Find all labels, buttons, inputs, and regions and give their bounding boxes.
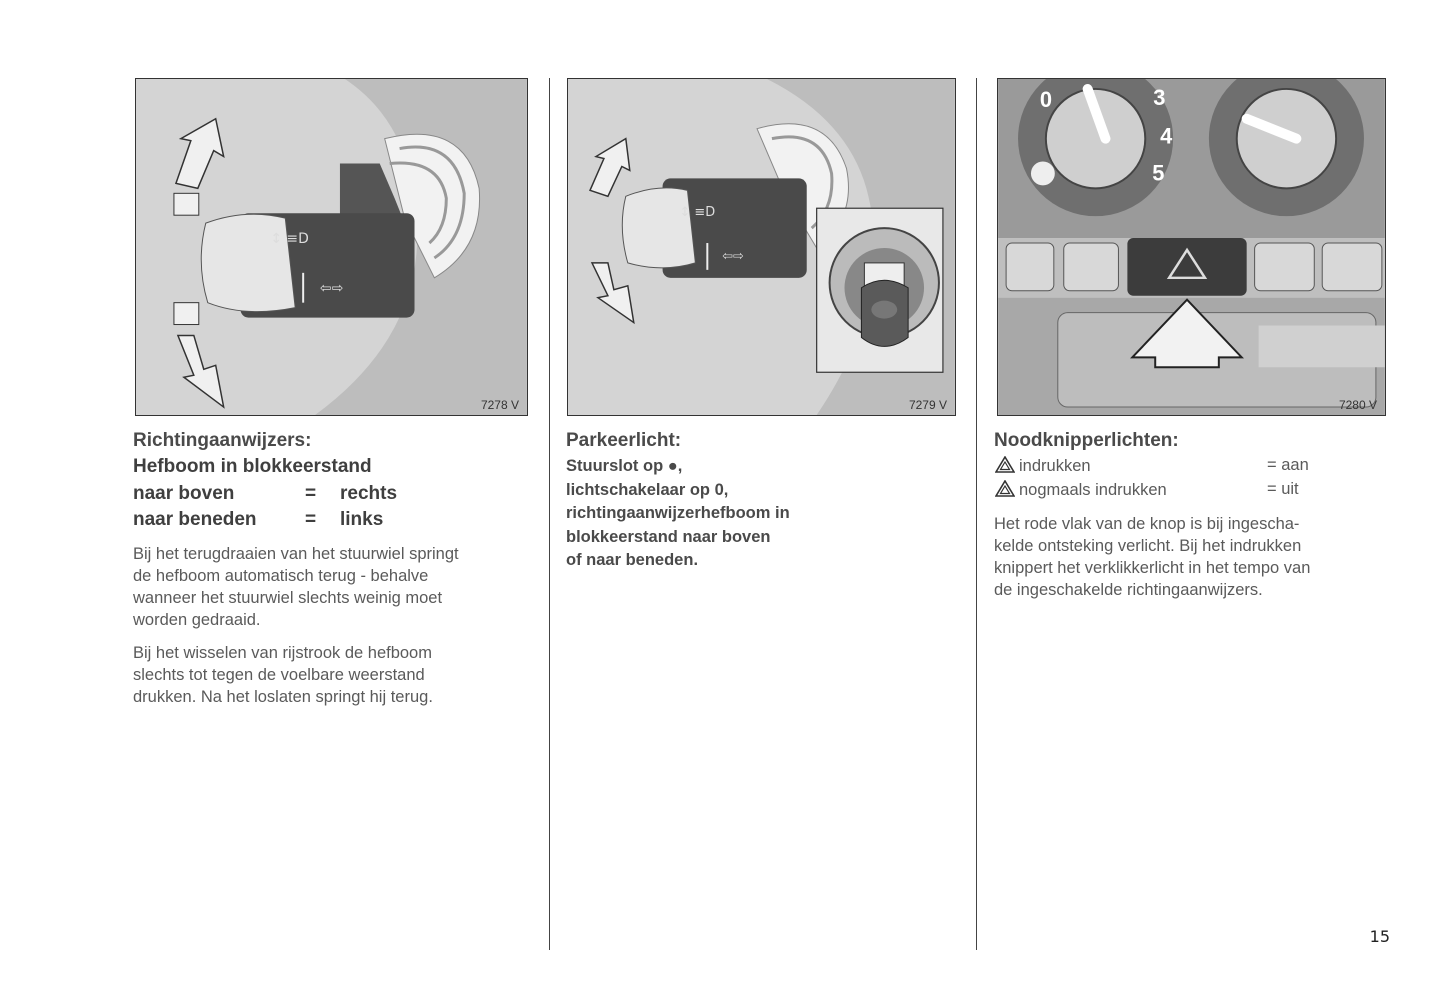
figure-hazard-lights bbox=[997, 78, 1386, 416]
svg-text:3: 3 bbox=[1153, 84, 1166, 110]
hazard-switch-illustration bbox=[998, 79, 1385, 415]
parking-light-instructions: Stuurslot op ●, lichtschakelaar op 0, richtingaanwijzerhefboom in blokkeerstand naar boven of naar beneden. bbox=[566, 457, 790, 569]
paragraph-steering-return: Bij het terugdraaien van het stuurwiel springt de hefboom automatisch terug - behalve wanneer het stuurwiel slechts weinig moet worden gedraaid. bbox=[133, 545, 459, 629]
svg-text:↕ ≡D: ↕ ≡D bbox=[270, 231, 309, 248]
paragraph-hazard-indicator: Het rode vlak van de knop is bij ingescha- kelde ontsteking verlicht. Bij het indrukken knippert het verklikkerlicht in het tempo van de ingeschakelde richtingaanwijzers. bbox=[994, 515, 1311, 599]
turn-signal-lever-illustration bbox=[136, 79, 527, 415]
hazard-row-press-again: nogmaals indrukken bbox=[995, 480, 1167, 502]
svg-text:4: 4 bbox=[1160, 123, 1173, 149]
page-number: 15 bbox=[1369, 927, 1390, 946]
figure-parking-light bbox=[567, 78, 956, 416]
paragraph-lane-change: Bij het wisselen van rijstrook de hefboom slechts tot tegen de voelbare weerstand drukken. Na het loslaten springt hij terug. bbox=[133, 644, 433, 706]
figure-code: 7278 V bbox=[480, 398, 519, 412]
hazard-row-press: indrukken bbox=[995, 456, 1091, 478]
hazard-row-press-value: = aan bbox=[1267, 456, 1309, 474]
row-down-equals: = bbox=[305, 509, 317, 530]
row-down-label: naar beneden bbox=[133, 509, 257, 530]
hazard-row-press-again-value: = uit bbox=[1267, 480, 1299, 498]
figure-code: 7279 V bbox=[908, 398, 947, 412]
column-divider-2 bbox=[976, 78, 977, 950]
hazard-warning-icon bbox=[995, 456, 1015, 478]
row-up-value: rechts bbox=[340, 483, 398, 504]
section-subtitle-blocking-position: Hefboom in blokkeerstand bbox=[133, 456, 372, 477]
row-up-label: naar boven bbox=[133, 483, 235, 504]
column-divider-1 bbox=[549, 78, 550, 950]
svg-text:⇦⇨: ⇦⇨ bbox=[722, 248, 744, 264]
figure-turn-signal-lever bbox=[135, 78, 528, 416]
parking-light-illustration bbox=[568, 79, 955, 415]
svg-text:↕ ≡D: ↕ ≡D bbox=[679, 205, 716, 221]
section-title-parking-light: Parkeerlicht: bbox=[566, 430, 682, 451]
svg-text:5: 5 bbox=[1152, 160, 1165, 186]
svg-text:0: 0 bbox=[1039, 86, 1053, 112]
section-title-hazard-lights: Noodknipperlichten: bbox=[994, 430, 1179, 451]
section-title-turn-signals: Richtingaanwijzers: bbox=[133, 430, 312, 451]
row-up-equals: = bbox=[305, 483, 317, 504]
figure-code: 7280 V bbox=[1338, 398, 1377, 412]
row-down-value: links bbox=[340, 509, 384, 530]
hazard-warning-icon bbox=[995, 480, 1015, 502]
svg-text:⇦⇨: ⇦⇨ bbox=[320, 280, 344, 297]
